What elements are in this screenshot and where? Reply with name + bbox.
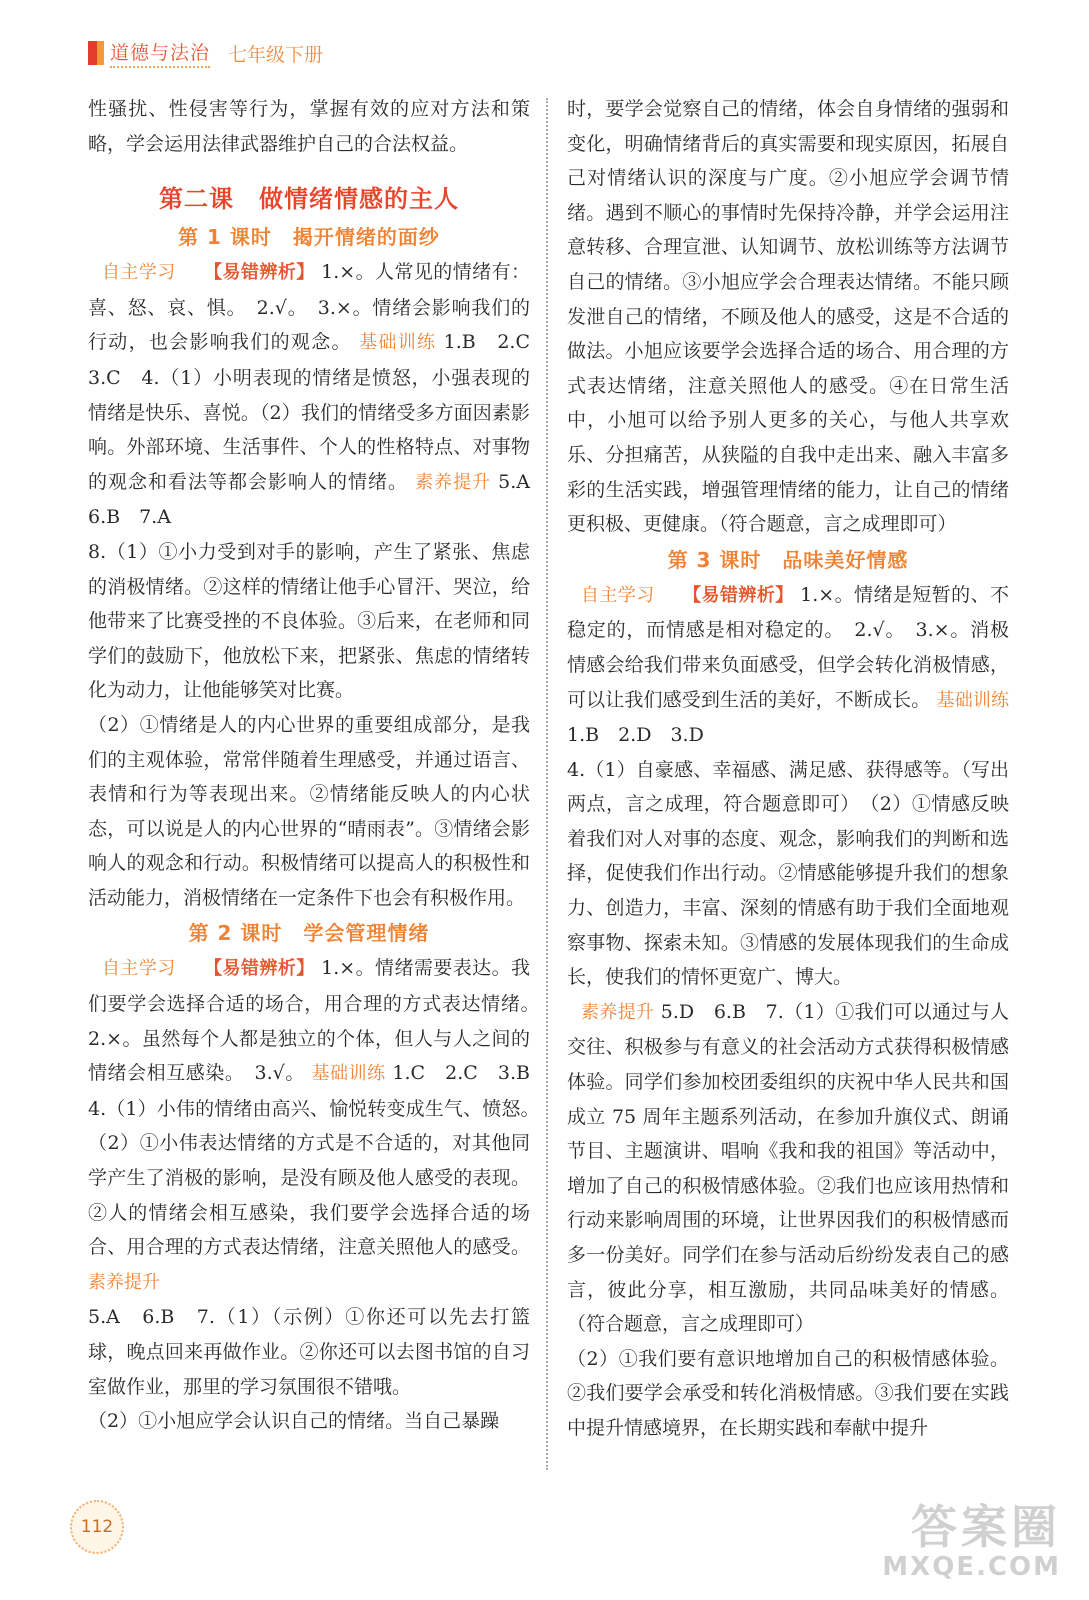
left-column xyxy=(88,92,550,1439)
grade-label: 七年级下册 xyxy=(228,43,324,66)
right-column xyxy=(567,92,1009,1446)
tag-literacy-improve: 素养提升 xyxy=(88,1271,160,1293)
answer-paragraph: 8.（1）①小力受到对手的影响，产生了紧张、焦虑的消极情绪。②这样的情绪让他手心冒汗、哭泣，给他带来了比赛受挫的不良体验。③后来，在老师和同学们的鼓励下，他放松下来，把紧张、焦虑的情绪转化为动力，让他能够笑对比赛。 xyxy=(88,540,530,702)
tag-self-study: 自主学习 xyxy=(102,958,176,980)
period-1-title: 第 1 课时 揭开情绪的面纱 xyxy=(178,225,440,250)
tag-error-analysis: 【易错辨析】 xyxy=(682,584,794,606)
answer-paragraph: （2）①情绪是人的内心世界的重要组成部分，是我们的主观体验，常常伴随着生理感受，并通过语言、表情和行为等表现出来。②情绪能反映人的内心状态，可以说是人的内心世界的“晴雨表”。③情绪会影响人的观念和行动。积极情绪可以提高人的积极性和活动能力，消极情绪在一定条件下也会有积极作用。 xyxy=(88,713,530,909)
answer-text: 1.×。人常见的情绪有：喜、怒、哀、惧。 2.√。 3.×。情绪会影响我们的行动，也会影响我们的观念。 xyxy=(88,261,530,354)
tag-error-analysis: 【易错辨析】 xyxy=(203,958,315,980)
answer-text: 5.D 6.B 7.（1）①我们可以通过与人交往、积极参与有意义的社会活动方式获得积极情感体验。同学们参加校团委组织的庆祝中华人民共和国成立 75 周年主题系列活动，在参加升旗仪式、朗诵节目、主题演讲、唱响《我和我的祖国》等活动中，增加了自己的积极情感体验。②我们也应该用热情和行动来影响周围的环境，让世界因我们的积极情感而多一份美好。同学们在参与活动后纷纷发表自己的感言，彼此分享，相互激励，共同品味美好的情感。（符合题意，言之成理即可） xyxy=(567,1000,1009,1336)
period-3-answers xyxy=(567,578,1009,753)
watermark-text: 答案圈 xyxy=(911,1500,1061,1554)
page-number: 112 xyxy=(70,1500,124,1554)
answer-text: 1.B 2.C 3.C 4.（1）小明表现的情绪是愤怒，小强表现的情绪是快乐、喜悦。（2）我们的情绪受多方面因素影响。外部环境、生活事件、个人的性格特点、对事物的观念和看法等都会影响人的情绪。 xyxy=(88,331,550,493)
period-1-answers xyxy=(88,255,550,535)
period-2-answers xyxy=(88,951,550,1300)
answer-text: 1.×。情绪需要表达。我们要学会选择合适的场合，用合理的方式表达情绪。 2.×。虽然每个人都是独立的个体，但人与人之间的情绪会相互感染。 3.√。 xyxy=(88,957,550,1085)
period-2-title: 第 2 课时 学会管理情绪 xyxy=(188,921,430,946)
answer-text: 1.×。情绪是短暂的、不稳定的，而情感是相对稳定的。 2.√。 3.×。消极情感会给我们带来负面感受，但学会转化消极情感，可以让我们感受到生活的美好，不断成长。 xyxy=(567,583,1009,711)
tag-literacy-improve: 素养提升 xyxy=(415,471,492,493)
period-3-title: 第 3 课时 品味美好情感 xyxy=(667,547,909,572)
tag-basic-training: 基础训练 xyxy=(359,332,437,354)
tag-literacy-improve: 素养提升 xyxy=(581,1001,655,1023)
tag-self-study: 自主学习 xyxy=(581,584,655,606)
answer-paragraph: 4.（1）自豪感、幸福感、满足感、获得感等。（写出两点，言之成理，符合题意即可） （2）①情感反映着我们对人对事的态度、观念，影响我们的判断和选择，促使我们作出行动。②情感能够提升我们的想象力、创造力，丰富、深刻的情感有助于我们全面地观察事物、探索未知。③情感的发展体现我们的生命成长，使我们的情怀更宽广、博大。 xyxy=(567,758,1009,989)
tag-error-analysis: 【易错辨析】 xyxy=(203,262,315,284)
period-3-improve xyxy=(567,995,1009,1342)
tag-basic-training: 基础训练 xyxy=(936,689,1009,711)
watermark-url: MXQE.COM xyxy=(882,1552,1061,1582)
page-header xyxy=(88,38,323,68)
tag-basic-training: 基础训练 xyxy=(311,1063,386,1085)
tag-self-study: 自主学习 xyxy=(102,262,176,284)
intro-paragraph: 性骚扰、性侵害等行为，掌握有效的应对方法和策略，学会运用法律武器维护自己的合法权益。 xyxy=(88,98,530,155)
answer-paragraph: （2）①我们要有意识地增加自己的积极情感体验。②我们要学会承受和转化消极情感。③我们要在实践中提升情感境界，在长期实践和奉献中提升 xyxy=(567,1347,1009,1439)
answer-text: 1.C 2.C 3.B 4.（1）小伟的情绪由高兴、愉悦转变成生气、愤怒。 （2）①小伟表达情绪的方式是不合适的，对其他同学产生了消极的影响，是没有顾及他人感受的表现。②人的情绪会相互感染，我们要学会选择合适的场合、用合理的方式表达情绪，注意关照他人的感受。 xyxy=(88,1062,550,1259)
answer-text: 1.B 2.D 3.D xyxy=(567,724,704,747)
watermark-logo xyxy=(882,1502,1061,1582)
answer-paragraph: （2）①小旭应学会认识自己的情绪。当自己暴躁 xyxy=(88,1410,500,1433)
answer-paragraph: 时，要学会觉察自己的情绪，体会自身情绪的强弱和变化，明确情绪背后的真实需要和现实原因，拓展自己对情绪认识的深度与广度。②小旭应学会调节情绪。遇到不顺心的事情时先保持冷静，并学会运用注意转移、合理宣泄、认知调节、放松训练等方法调节自己的情绪。③小旭应学会合理表达情绪。不能只顾发泄自己的情绪，不顾及他人的感受，这是不合适的做法。小旭应该要学会选择合适的场合、用合理的方式表达情绪，注意关照他人的感受。④在日常生活中，小旭可以给予别人更多的关心，与他人共享欢乐、分担痛苦，从狭隘的自我中走出来、融入丰富多彩的生活实践，增强管理情绪的能力，让自己的情绪更积极、更健康。（符合题意，言之成理即可） xyxy=(567,98,1009,536)
answer-paragraph: 5.A 6.B 7.（1）（示例）①你还可以先去打篮球，晚点回来再做作业。②你还可以去图书馆的自习室做作业，那里的学习氛围很不错哦。 xyxy=(88,1306,530,1398)
lesson-title: 第二课 做情绪情感的主人 xyxy=(159,185,459,214)
subject-title: 道德与法治 xyxy=(110,38,210,68)
answer-text: 5.A 6.B 7.A xyxy=(88,470,550,529)
column-divider xyxy=(546,98,548,1470)
header-color-mark xyxy=(88,41,104,65)
